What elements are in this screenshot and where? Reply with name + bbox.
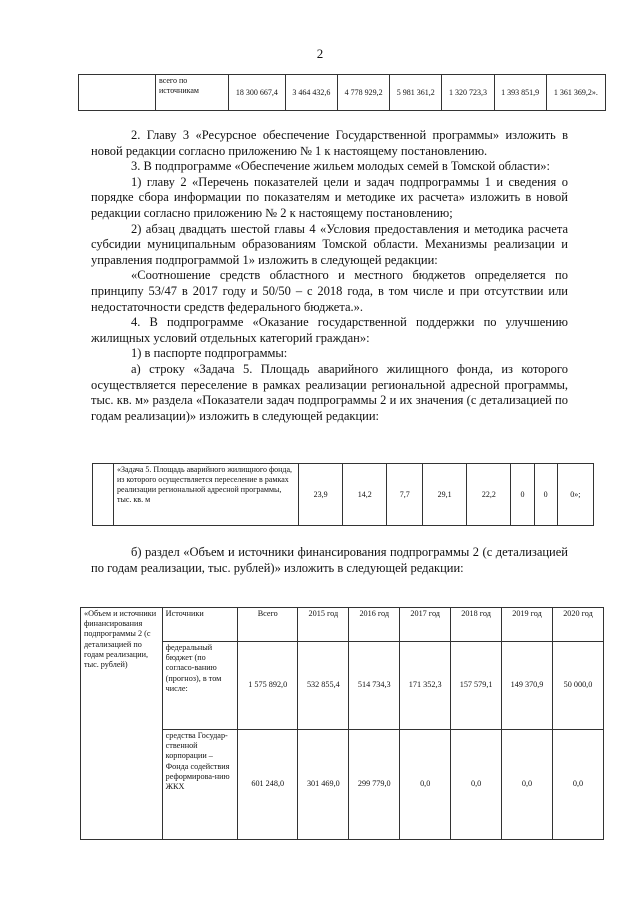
table-header: 2017 год <box>400 608 451 642</box>
table-header: 2019 год <box>502 608 553 642</box>
paragraph: а) строку «Задача 5. Площадь аварийного жилищного фонда, из которого осуществляется переселение в рамках реализации региональной адресной программы, тыс. кв. м» раздела «Показатели задач подпрограммы 2 и их значения (с детализацией по годам реализации)» изложить в следующей редакции: <box>91 361 568 423</box>
table-cell: 50 000,0 <box>552 642 603 730</box>
table-cell: 1 393 851,9 <box>494 75 546 111</box>
table-cell: 29,1 <box>423 464 467 526</box>
table-cell: 532 855,4 <box>298 642 349 730</box>
table-header: 2015 год <box>298 608 349 642</box>
table-cell: 157 579,1 <box>451 642 502 730</box>
table-cell: 149 370,9 <box>502 642 553 730</box>
table-cell: 0 <box>511 464 534 526</box>
table-cell: 3 464 432,6 <box>285 75 337 111</box>
body-text <box>91 128 568 424</box>
table-cell: 1 575 892,0 <box>238 642 298 730</box>
paragraph: б) раздел «Объем и источники финансирования подпрограммы 2 (с детализацией по годам реализации, тыс. рублей)» изложить в следующей редакции: <box>91 545 568 575</box>
table-cell: 0,0 <box>400 730 451 840</box>
table-header: Всего <box>238 608 298 642</box>
paragraph: 3. В подпрограмме «Обеспечение жильем молодых семей в Томской области»: <box>131 159 551 174</box>
table-header: Источники <box>162 608 237 642</box>
table-cell: 0»; <box>557 464 593 526</box>
table-row <box>81 608 604 642</box>
row-label: «Объем и источники финансирования подпрограммы 2 (с детализацией по годам реализации, тыс. рублей) <box>81 608 163 840</box>
table-cell: 0,0 <box>451 730 502 840</box>
table-row <box>79 75 606 111</box>
table-cell: 0,0 <box>502 730 553 840</box>
table-cell: 601 248,0 <box>238 730 298 840</box>
table-cell: 14,2 <box>343 464 387 526</box>
table-cell: 4 778 929,2 <box>338 75 390 111</box>
task-table <box>92 463 594 526</box>
table-header: 2020 год <box>552 608 603 642</box>
paragraph: 1) главу 2 «Перечень показателей цели и задач подпрограммы 1 и сведения о порядке сбора информации по показателям и методике их расчета» изложить в новой редакции согласно приложению № 2 к настоящему постановлению; <box>91 174 568 220</box>
table-cell: 0,0 <box>552 730 603 840</box>
finance-table <box>80 607 604 840</box>
table-header: 2018 год <box>451 608 502 642</box>
body-text-b <box>91 545 568 576</box>
table-cell <box>79 75 156 111</box>
table-row <box>93 464 594 526</box>
table-cell: федеральный бюджет (по согласо-ванию (прогноз), в том числе: <box>162 642 237 730</box>
top-table <box>78 74 606 111</box>
table-cell: 22,2 <box>467 464 511 526</box>
table-cell: средства Государ-ственной корпорации – Фонда содействия реформирова-нию ЖКХ <box>162 730 237 840</box>
table-cell: 7,7 <box>387 464 423 526</box>
table-cell: 5 981 361,2 <box>390 75 442 111</box>
table-cell: всего по источникам <box>156 75 229 111</box>
page-number: 2 <box>316 46 324 61</box>
table-cell: «Задача 5. Площадь аварийного жилищного фонда, из которого осуществляется переселение в рамках реализации региональной адресной программы, тыс. кв. м <box>114 464 299 526</box>
paragraph: «Соотношение средств областного и местного бюджетов определяется по принципу 53/47 в 2017 году и 50/50 – с 2018 года, в том числе и при отсутствии или недостаточности средств федерального бюджета.». <box>91 268 568 314</box>
table-cell: 514 734,3 <box>349 642 400 730</box>
table-cell: 301 469,0 <box>298 730 349 840</box>
paragraph: 2. Главу 3 «Ресурсное обеспечение Государственной программы» изложить в новой редакции согласно приложению № 1 к настоящему постановлению. <box>91 128 568 158</box>
paragraph: 2) абзац двадцать шестой главы 4 «Условия предоставления и методика расчета субсидии муниципальным образованиям Томской области. Механизмы реализации и управления подпрограммой 1» изложить в следующей редакции: <box>91 221 568 267</box>
table-cell: 23,9 <box>299 464 343 526</box>
table-cell: 299 779,0 <box>349 730 400 840</box>
table-cell: 171 352,3 <box>400 642 451 730</box>
paragraph: 4. В подпрограмме «Оказание государственной поддержки по улучшению жилищных условий отдельных категорий граждан»: <box>91 315 568 345</box>
table-cell: 1 361 369,2». <box>546 75 605 111</box>
table-cell: 0 <box>534 464 557 526</box>
paragraph: 1) в паспорте подпрограммы: <box>131 346 288 361</box>
table-cell <box>93 464 114 526</box>
table-header: 2016 год <box>349 608 400 642</box>
table-cell: 1 320 723,3 <box>442 75 494 111</box>
table-cell: 18 300 667,4 <box>229 75 286 111</box>
